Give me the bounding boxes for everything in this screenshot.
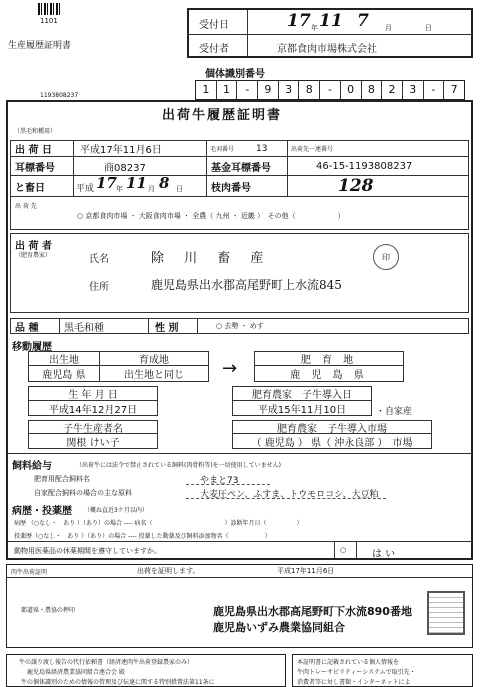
birth-date-label-cell — [28, 386, 158, 401]
fatten-place-value-cell — [254, 365, 404, 382]
base-ear-value-cell — [287, 156, 469, 176]
base-ear-value: 46-15-1193808237 — [316, 160, 413, 172]
id-digit: 1 — [217, 81, 238, 99]
disease-history-row: 病歴 （○なし・ あり ）（あり）の場合 ---- 病名（ ）診断年月日（ ） — [14, 520, 303, 527]
slaughter-label: と畜日 — [15, 182, 45, 194]
shipping-dest-options: ○ 京都食肉市場 ・ 大阪食肉市場 ・ 全農（ 九州 ・ 近畿 ） その他（ ） — [77, 212, 345, 220]
birth-place-label-cell — [28, 351, 100, 366]
receiver-label: 受付者 — [199, 44, 229, 55]
id-digit: 8 — [362, 81, 383, 99]
id-digit: 9 — [258, 81, 279, 99]
market-label-cell — [232, 420, 432, 434]
ship-date-value-cell — [73, 140, 207, 157]
slaughter-year-kanji: 年 — [116, 185, 123, 193]
slaughter-day: 8 — [159, 174, 170, 192]
breed-value-cell — [59, 318, 149, 334]
carcass-label: 枝肉番号 — [211, 182, 251, 194]
fatten-place-label-cell — [254, 351, 404, 366]
received-day-kanji: 日 — [425, 24, 432, 32]
received-day: 7 — [357, 11, 369, 31]
org-stamp — [427, 591, 465, 635]
drug-history-row: 投薬歴（○なし・ あり ）（あり）の場合 ---- 投薬した動薬及び飼料添加物名（ ） — [14, 533, 271, 540]
breed-label-cell — [10, 318, 60, 334]
intro-date-value-cell — [232, 400, 372, 416]
history-section-label: 移動履歴 — [12, 342, 52, 353]
hair-number-value: 13 — [256, 143, 268, 154]
withdrawal-label: 動物用医薬品の休薬期間を遵守していますか。 — [14, 547, 161, 555]
cert-text: 出荷を証明します。 — [137, 567, 200, 575]
sex-value: ○ 去勢 ・ めす — [216, 322, 264, 330]
shipper-address-value: 鹿児島県出水郡高尾野町上水流845 — [151, 278, 342, 292]
feed-section-label: 飼料給与 — [12, 461, 52, 472]
dest-serial-label: 出荷先一連番号 — [291, 146, 334, 153]
delegation-box — [6, 654, 286, 687]
ear-tag-value: 商08237 — [104, 162, 146, 174]
dest-serial-cell — [287, 140, 469, 157]
privacy-box — [292, 654, 473, 687]
fatten-place-label: 肥 育 地 — [300, 355, 358, 366]
birth-place-value-cell — [28, 365, 100, 382]
shipper-sublabel: （肥育農家） — [15, 252, 52, 259]
producer-label-cell — [28, 420, 158, 434]
received-month-kanji: 月 — [385, 24, 392, 32]
carcass-value-cell — [287, 175, 469, 197]
slaughter-month-kanji: 月 — [148, 185, 155, 193]
privacy-line3: 消費者等に対し書類・インターネットによ — [297, 679, 411, 686]
certificate-title: 出荷牛履歴証明書 — [162, 108, 283, 123]
ear-tag-label: 耳標番号 — [15, 162, 55, 174]
self-feed-label: 自家配合飼料の場合の主な原料 — [34, 489, 132, 497]
id-digit: 7 — [450, 83, 458, 96]
intro-date-label: 肥育農家 子牛導入日 — [252, 390, 352, 401]
id-digit: - — [320, 81, 341, 99]
hair-number-cell — [206, 140, 288, 157]
slaughter-month: 11 — [126, 174, 147, 192]
carcass-value: 128 — [338, 176, 374, 196]
ship-date-label: 出 荷 日 — [15, 145, 52, 156]
id-digit: 2 — [382, 81, 403, 99]
formula-feed-label: 肥育用配合飼料名 — [34, 475, 90, 483]
id-number-label: 個体識別番号 — [205, 69, 265, 80]
ear-tag-value-cell — [73, 156, 207, 176]
birth-place-label: 出生地 — [49, 355, 79, 366]
sex-value-cell — [197, 318, 469, 334]
market-value-cell — [232, 433, 432, 449]
received-month: 11 — [319, 11, 343, 31]
delegation-line1: 鹿児島県経済農業協同組合連合会 殿 — [27, 669, 125, 676]
producer-value: 関根 けい子 — [66, 437, 120, 449]
growth-place-label-cell — [99, 351, 209, 366]
slaughter-day-kanji: 日 — [176, 185, 183, 193]
shipper-name-label: 氏名 — [89, 254, 109, 265]
growth-place-value: 出生地と同じ — [124, 370, 184, 381]
breed-label: 品 種 — [15, 322, 39, 334]
carcass-label-cell — [206, 175, 288, 197]
producer-label: 子牛生産者名 — [63, 423, 123, 435]
formula-feed-value: やまと73 — [200, 476, 239, 486]
shipping-dest-cell — [10, 196, 469, 230]
sex-label: 性 別 — [155, 322, 179, 334]
ship-date-value: 平成17年11月6日 — [80, 145, 162, 156]
disease-section-label: 病歴・投薬歴 — [12, 506, 72, 517]
slaughter-year: 17 — [96, 174, 117, 192]
breed-value: 黒毛和種 — [64, 322, 104, 334]
market-label: 肥育農家 子牛導入市場 — [277, 423, 387, 435]
market-value: （ 鹿児島 ） 県（ 沖永良部 ） 市場 — [251, 437, 413, 449]
self-feed-value: 大麦圧ペン、ふすま、トウモロコシ、大豆粕 — [200, 490, 379, 500]
intro-date-value: 平成15年11月10日 — [257, 404, 347, 416]
hair-number-label: 毛刈番号 — [210, 146, 235, 153]
intro-date-label-cell — [232, 386, 372, 401]
ear-tag-label-cell — [10, 156, 74, 176]
shipper-name-value: 除 川 畜 産 — [151, 251, 272, 266]
producer-value-cell — [28, 433, 158, 449]
birth-date-label: 生 年 月 日 — [68, 390, 118, 401]
id-digit: 0 — [341, 81, 362, 99]
org-name: 鹿児島いずみ農業協同組合 — [213, 621, 345, 634]
id-digit: - — [424, 81, 445, 99]
withdrawal-mark: ○ — [340, 546, 347, 554]
cert-label: 肉牛出荷証明 — [11, 569, 48, 576]
movement-arrow: → — [222, 358, 238, 379]
ship-date-label-cell — [10, 140, 74, 157]
id-digit: - — [237, 81, 258, 99]
barcode-number: 1193808237 — [40, 92, 79, 99]
growth-place-value-cell — [99, 365, 209, 382]
self-farm-label: ・自家産 — [376, 407, 413, 417]
certification-box — [6, 564, 473, 648]
disease-period-note: （概ね直近3ケ月以内） — [84, 507, 148, 514]
delegation-title: 牛の譲り渡し報告の代行依頼書（経済連肉牛出荷登録農家のみ） — [19, 659, 194, 666]
slaughter-prefix: 平成 — [76, 184, 95, 194]
birth-date-value-cell — [28, 400, 158, 416]
id-digit: 3 — [279, 81, 300, 99]
receiver-value: 京都食肉市場株式会社 — [277, 44, 377, 55]
shipper-seal: 印 — [373, 244, 399, 270]
fatten-place-value: 鹿 児 島 県 — [290, 370, 368, 381]
received-date-label: 受付日 — [199, 20, 229, 31]
org-seal-label: 都道県・農協の押印 — [21, 607, 76, 614]
sex-label-cell — [148, 318, 198, 334]
shipper-address-label: 住所 — [89, 282, 109, 293]
privacy-line1: 本証明書に記載されている個人情報を — [297, 659, 400, 666]
id-digit: 1 — [196, 81, 217, 99]
barcode-graphic — [38, 3, 60, 15]
shipper-label: 出 荷 者 — [15, 241, 52, 252]
slaughter-label-cell — [10, 175, 74, 197]
id-digit: 8 — [299, 81, 320, 99]
base-ear-label-cell — [206, 156, 288, 176]
shipping-dest-label: 出 荷 先 — [15, 203, 37, 210]
breed-note: （黒毛和種用） — [14, 128, 57, 135]
base-ear-label: 基金耳標番号 — [211, 162, 271, 174]
slaughter-value-cell — [73, 175, 207, 197]
received-year: 17 — [287, 11, 311, 31]
doc-name: 生産履歴証明書 — [8, 41, 72, 51]
birth-date-value: 平成14年12月27日 — [48, 404, 138, 416]
received-year-kanji: 年 — [311, 24, 318, 32]
withdrawal-answer: は い — [372, 549, 396, 560]
id-number-boxes — [195, 80, 465, 100]
privacy-line2: 牛肉トレーサビリティーシステムで取引先・ — [297, 669, 416, 676]
doc-code: 1101 — [40, 17, 58, 25]
reception-box — [187, 8, 473, 58]
delegation-line2: 牛の個体識別のための情報の管理及び伝達に関する特別措置法第11条に — [21, 679, 215, 686]
org-address: 鹿児島県出水郡高尾野町下水流890番地 — [213, 605, 412, 618]
id-digit: 3 — [403, 81, 424, 99]
growth-place-label: 育成地 — [139, 355, 169, 366]
birth-place-value: 鹿児島 県 — [42, 370, 86, 381]
shipper-cell — [10, 233, 469, 313]
feed-notice: （出荷牛には法令で禁止されている飼料(肉骨粉等)を一切使用していません) — [76, 462, 282, 469]
cert-date: 平成17年11月6日 — [277, 567, 335, 575]
